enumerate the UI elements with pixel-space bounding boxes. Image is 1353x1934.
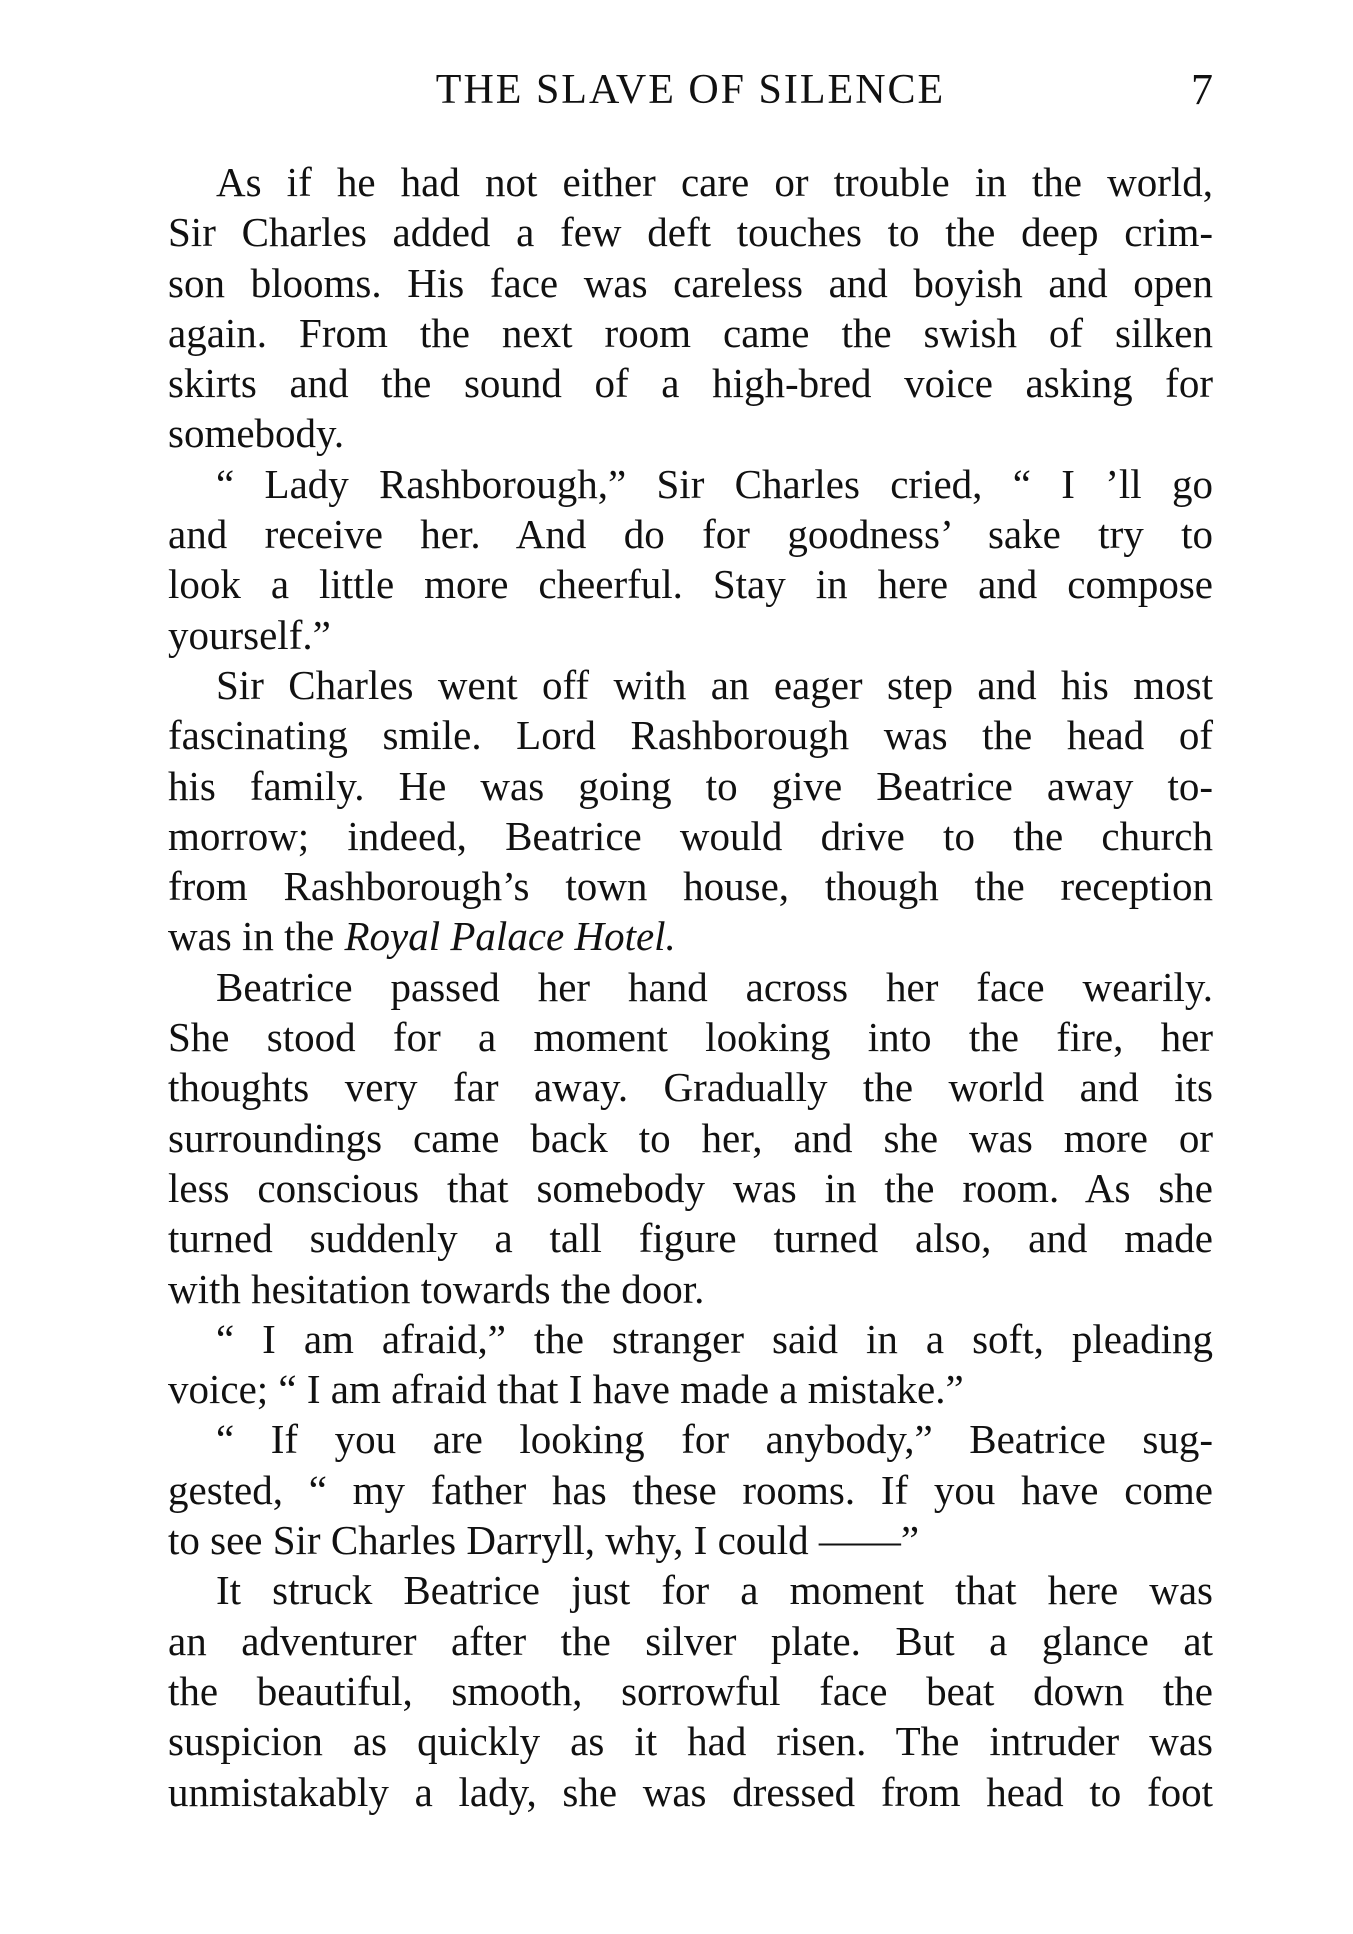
- text-line: his family. He was going to give Beatrice away to-: [168, 762, 1213, 809]
- text-line: less conscious that somebody was in the room. As she: [168, 1164, 1213, 1211]
- text-line: “ If you are looking for anybody,” Beatrice sug-: [216, 1416, 1213, 1463]
- text-line: Beatrice passed her hand across her face wearily.: [216, 963, 1213, 1010]
- text-line: yourself.”: [168, 611, 331, 658]
- paragraph-2: [168, 459, 1213, 660]
- body-text: [168, 157, 1213, 1817]
- paragraph-7: [168, 1565, 1213, 1816]
- text-line: and receive her. And do for goodness’ sake try to: [168, 511, 1213, 558]
- text-line: the beautiful, smooth, sorrowful face beat down the: [168, 1667, 1213, 1714]
- paragraph-3: [168, 660, 1213, 962]
- text-line: It struck Beatrice just for a moment that here was: [216, 1567, 1213, 1614]
- paragraph-6: [168, 1414, 1213, 1565]
- text-line: thoughts very far away. Gradually the world and its: [168, 1064, 1213, 1111]
- text-line: somebody.: [168, 410, 345, 457]
- text-line: voice; “ I am afraid that I have made a mistake.”: [168, 1366, 964, 1413]
- text-line: unmistakably a lady, she was dressed from head to foot: [168, 1768, 1213, 1815]
- text-line: turned suddenly a tall figure turned also, and made: [168, 1215, 1213, 1262]
- page-number: 7: [1191, 65, 1213, 114]
- text-segment: was in the: [168, 913, 345, 960]
- text-line: an adventurer after the silver plate. But a glance at: [168, 1617, 1213, 1664]
- text-line: from Rashborough’s town house, though the reception: [168, 863, 1213, 910]
- italic-hotel-name: Royal Palace Hotel.: [344, 913, 676, 960]
- paragraph-5: [168, 1314, 1213, 1415]
- text-line: As if he had not either care or trouble in the world,: [216, 159, 1213, 205]
- text-line: “ Lady Rashborough,” Sir Charles cried, “ I ’ll go: [216, 460, 1213, 507]
- text-line: look a little more cheerful. Stay in here and compose: [168, 561, 1213, 608]
- running-title: THE SLAVE OF SILENCE: [435, 67, 946, 113]
- text-line: Sir Charles added a few deft touches to the deep crim-: [168, 209, 1213, 256]
- text-line: “ I am afraid,” the stranger said in a soft, pleading: [216, 1315, 1213, 1362]
- text-line: surroundings came back to her, and she was more or: [168, 1114, 1213, 1161]
- text-line: skirts and the sound of a high-bred voice asking for: [168, 360, 1213, 407]
- text-line: She stood for a moment looking into the fire, her: [168, 1014, 1213, 1061]
- text-line: morrow; indeed, Beatrice would drive to the church: [168, 812, 1213, 859]
- text-line: [168, 911, 1213, 961]
- paragraph-4: [168, 962, 1213, 1314]
- text-line: fascinating smile. Lord Rashborough was the head of: [168, 712, 1213, 759]
- text-line: with hesitation towards the door.: [168, 1265, 705, 1312]
- text-line: again. From the next room came the swish of silken: [168, 309, 1213, 356]
- text-line: gested, “ my father has these rooms. If you have come: [168, 1466, 1213, 1513]
- text-line: to see Sir Charles Darryll, why, I could ——”: [168, 1517, 920, 1564]
- running-head: [168, 60, 1213, 120]
- paragraph-1: [168, 157, 1213, 459]
- text-line: Sir Charles went off with an eager step and his most: [216, 661, 1213, 708]
- text-line: son blooms. His face was careless and boyish and open: [168, 259, 1213, 306]
- text-line: suspicion as quickly as it had risen. The intruder was: [168, 1718, 1213, 1765]
